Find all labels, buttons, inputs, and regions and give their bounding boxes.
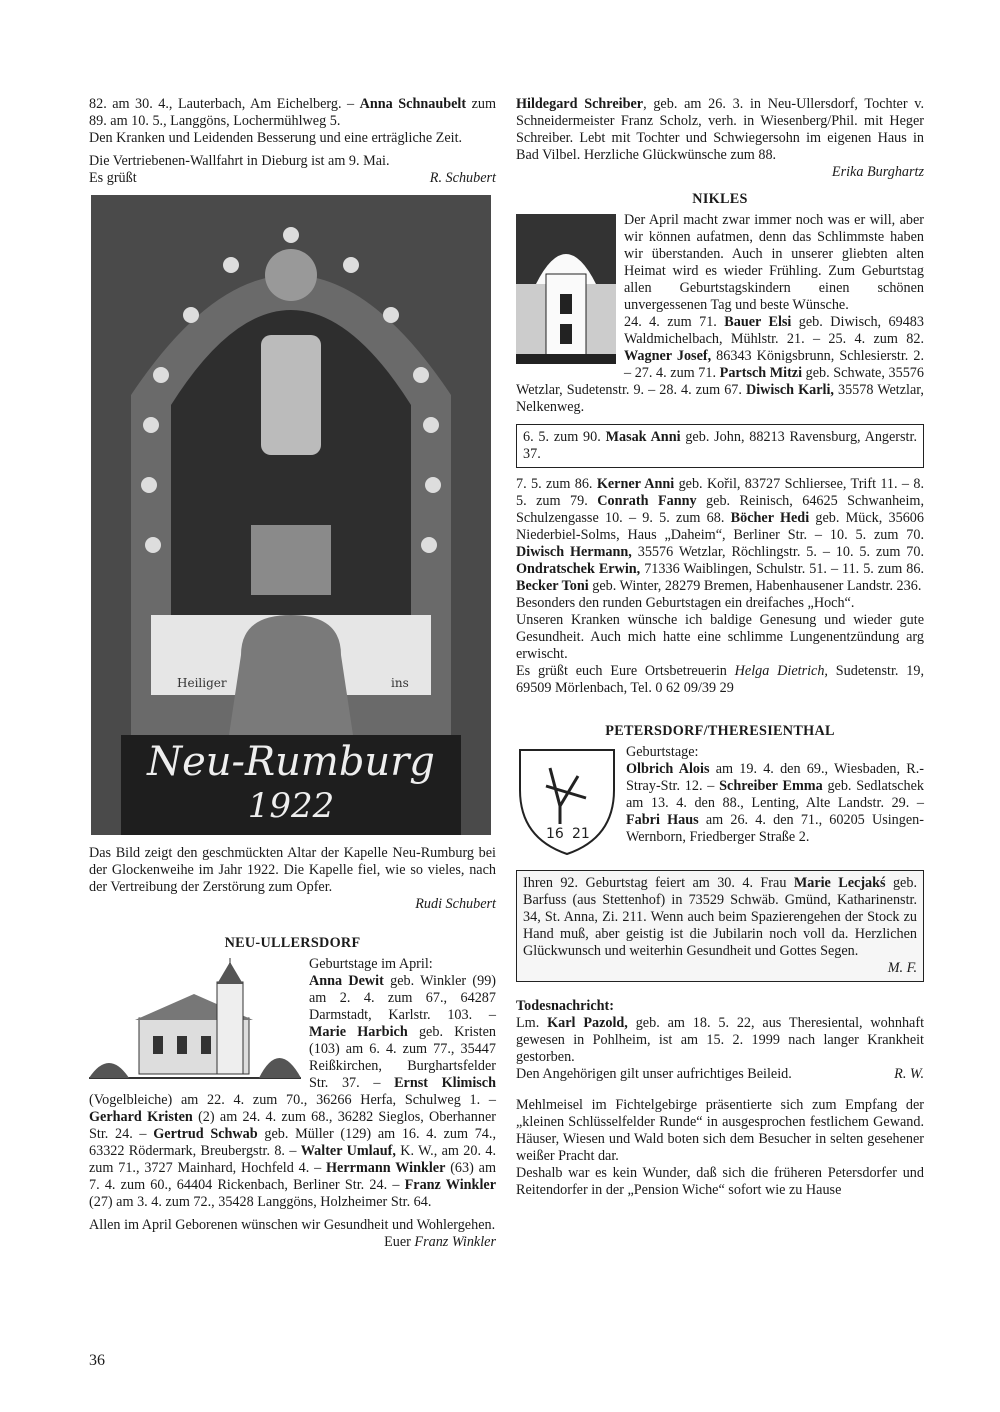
nikles-round-birthdays: Besonders den runden Geburtstagen ein dreifaches „Hoch“. [516, 595, 855, 611]
nikles-intro: Der April macht zwar immer noch was er will, aber wir können aufatmen, denn das Schlimmste haben wir überstanden. Auch in unserer gliebten alten Heimat wird es wieder Frühling. Zum Geburtstag allen Geburtstagskindern einen schönen unvergessenen Tag und beste Wünsche. [624, 212, 924, 313]
petersdorf-intro: Geburtstage: [626, 744, 699, 760]
death-notice-signature: R. W. [894, 1066, 924, 1082]
death-notice-text: Lm. Karl Pazold, geb. am 18. 5. 22, aus Theresiental, wohnhaft gewesen in Pohlheim, ist am 15. 2. 1999 nach langer Krankheit gestorben. [516, 1015, 925, 1065]
nikles-church-tower-icon [516, 214, 616, 364]
neu-ullersdorf-signature: Euer Franz Winkler [384, 1234, 496, 1250]
mehlmeisel-continuation: Deshalb war es kein Wunder, daß sich die früheren Petersdorfer und Reitendorfer in der „Pension Wiche“ sofort wie zu Hause [516, 1165, 924, 1198]
photo-handwriting-year: 1922 [247, 786, 335, 826]
left-column [89, 96, 496, 1251]
greeting-signature: R. Schubert [429, 170, 496, 186]
nikles-may-birthdays: 7. 5. zum 86. Kerner Anni geb. Kořil, 83727 Schliersee, Trift 11. – 8. 5. zum 79. Conrath Fanny geb. Reinisch, 64625 Schwanheim, Schulzengasse 10. – 9. 5. zum 68. Böcher Hedi geb. Mück, 35606 Niederbiel-Solms, Haus „Daheim“, Berliner Str. – 10. 5. zum 70. Diwisch Hermann, 35576 Wetzlar, Röchlingstr. 5. – 10. 5. zum 70. Ondratschek Erwin, 71336 Waiblingen, Schulstr. 51. – 11. 5. zum 86. Becker Toni geb. Winter, 28279 Bremen, Habenhausener Landstr. 236. [516, 476, 925, 594]
neu-ullersdorf-birthdays: Anna Dewit geb. Winkler (99) am 2. 4. zum 67., 64287 Darmstadt, Karlstr. 103. – Marie Harbich geb. Kristen (103) am 6. 4. zum 77., 35447 Reißkirchen, Burghartsfelder Str. 37. – Ernst Klimisch (Vogelbleiche) am 22. 4. zum 70., 36266 Herfa, Schulweg 1. – Gerhard Kristen (2) am 24. 4. zum 68., 36282 Sieglos, Oberhanner Str. 24. – Gertrud Schwab geb. Müller (129) am 16. 4. zum 74., 63322 Rödermark, Breubergstr. 8. – Walter Umlauf, K. W., am 20. 4. zum 71., 3727 Mainhard, Hochfeld 4. – Herrmann Winkler (63) am 7. 4. zum 60., 64404 Rickenbach, Berliner Str. 24. – Franz Winkler (27) am 3. 4. zum 72., 35428 Langgöns, Holzheimer Str. 64. [89, 973, 497, 1210]
right-column [516, 96, 924, 1199]
nikles-highlight-box: 6. 5. zum 90. Masak Anni geb. John, 88213 Ravensburg, Angerstr. 37. [516, 424, 924, 468]
neu-ullersdorf-intro: Geburtstage im April: [309, 956, 433, 972]
petersdorf-crest-icon [516, 746, 618, 856]
neu-ullersdorf-closing: Allen im April Geborenen wünschen wir Gesundheit und Wohlergehen. [89, 1217, 496, 1233]
church-icon [89, 958, 301, 1086]
nikles-birthdays: 24. 4. zum 71. Bauer Elsi geb. Diwisch, 69483 Waldmichelbach, Mühlstr. 21. – 25. 4. zum 82. Wagner Josef, 86343 Königsbrunn, Schlesierstr. 2. – 27. 4. zum 71. Partsch Mitzi geb. Schwate, 35576 Wetzlar, Sudetenstr. 9. – 28. 4. zum 67. Diwisch Karli, 35578 Wetzlar, Nelkenweg. [516, 314, 924, 415]
greeting-line: Es grüßt R. Schubert [89, 170, 496, 186]
crest-year-first: 16 [546, 826, 564, 842]
petersdorf-birthdays: Olbrich Alois am 19. 4. den 69., Wiesbaden, R.-Stray-Str. 12. – Schreiber Emma geb. Sedlatschek am 13. 4. den 88., Lenting, Alte Landstr. 29. – Fabri Haus am 26. 4. den 71., 60205 Usingen-Wernborn, Friedberger Straße 2. [626, 761, 924, 845]
pilgrimage-paragraph: Die Vertriebenen-Wallfahrt in Dieburg ist am 9. Mai. [89, 153, 390, 169]
photo-caption-signature: Rudi Schubert [415, 896, 496, 912]
banner-left-text: Heiliger [177, 676, 227, 690]
section-heading-neu-ullersdorf: NEU-ULLERSDORF [224, 935, 361, 951]
section-heading-petersdorf: PETERSDORF/THERESIENTHAL [605, 723, 835, 739]
wishes-paragraph: Den Kranken und Leidenden Besserung und eine erträgliche Zeit. [89, 130, 463, 146]
nikles-sick-wishes: Unseren Kranken wünsche ich baldige Genesung und wieder gute Gesundheit. Auch mich hatte eine schlimme Lungenentzündung arg erwischt. [516, 612, 924, 662]
petersdorf-highlight-box: Ihren 92. Geburtstag feiert am 30. 4. Frau Marie Lecjakś geb. Barfuss (aus Stettenhof) in 73529 Schwäb. Gmünd, Katharinenstr. 34, St. Anna, Zi. 211. Wenn auch beim Spazierengehen der Stock zu Hand muß, aber geistig ist die Jubilarin noch voll da. Herzlichen Glückwunsch und weiterhin Gesundheit und Gottes Segen. M. F. [516, 870, 924, 982]
crest-year-second: 21 [572, 826, 590, 842]
schreiber-paragraph: Hildegard Schreiber, geb. am 26. 3. in Neu-Ullersdorf, Tochter v. Schneidermeister Franz Scholz, verh. in Wiesenberg/Phil. mit Heger Schreiber. Lebt mit Tochter und Schwiegersohn im eigenen Haus in Bad Vilbel. Herzliche Glückwünsche zum 88. [516, 96, 925, 163]
schreiber-signature: Erika Burghartz [831, 164, 924, 180]
death-notice-condolence: Den Angehörigen gilt unser aufrichtiges Beileid. R. W. [516, 1066, 924, 1082]
section-heading-nikles: NIKLES [692, 191, 748, 207]
altar-photo [91, 195, 491, 835]
altar-illustration [91, 195, 491, 835]
banner-right-text: ins [391, 676, 409, 690]
intro-paragraph: 82. am 30. 4., Lauterbach, Am Eichelberg. – Anna Schnaubelt zum 89. am 10. 5., Langgöns, Lochermühlweg 5. [89, 96, 496, 129]
page-number: 36 [89, 1352, 105, 1369]
death-notice-heading: Todesnachricht: [516, 998, 615, 1014]
photo-handwriting-name: Neu-Rumburg [147, 739, 435, 785]
nikles-greeting: Es grüßt euch Eure Ortsbetreuerin Helga Dietrich, Sudetenstr. 19, 69509 Mörlenbach, Tel. 0 62 09/39 29 [516, 663, 924, 696]
mehlmeisel-paragraph: Mehlmeisel im Fichtelgebirge präsentierte sich zum Empfang der „kleinen Schlüsselfelder Runde“ in ausgesprochen festlichem Gewand. Häuser, Wiesen und Wald boten sich dem Besucher in selten gesehener weißer Pracht dar. [516, 1097, 924, 1164]
photo-caption: Das Bild zeigt den geschmückten Altar der Kapelle Neu-Rumburg bei der Glockenweihe im Jahr 1922. Die Kapelle fiel, wie so vieles, nach der Vertreibung der Zerstörung zum Opfer. [89, 845, 496, 895]
